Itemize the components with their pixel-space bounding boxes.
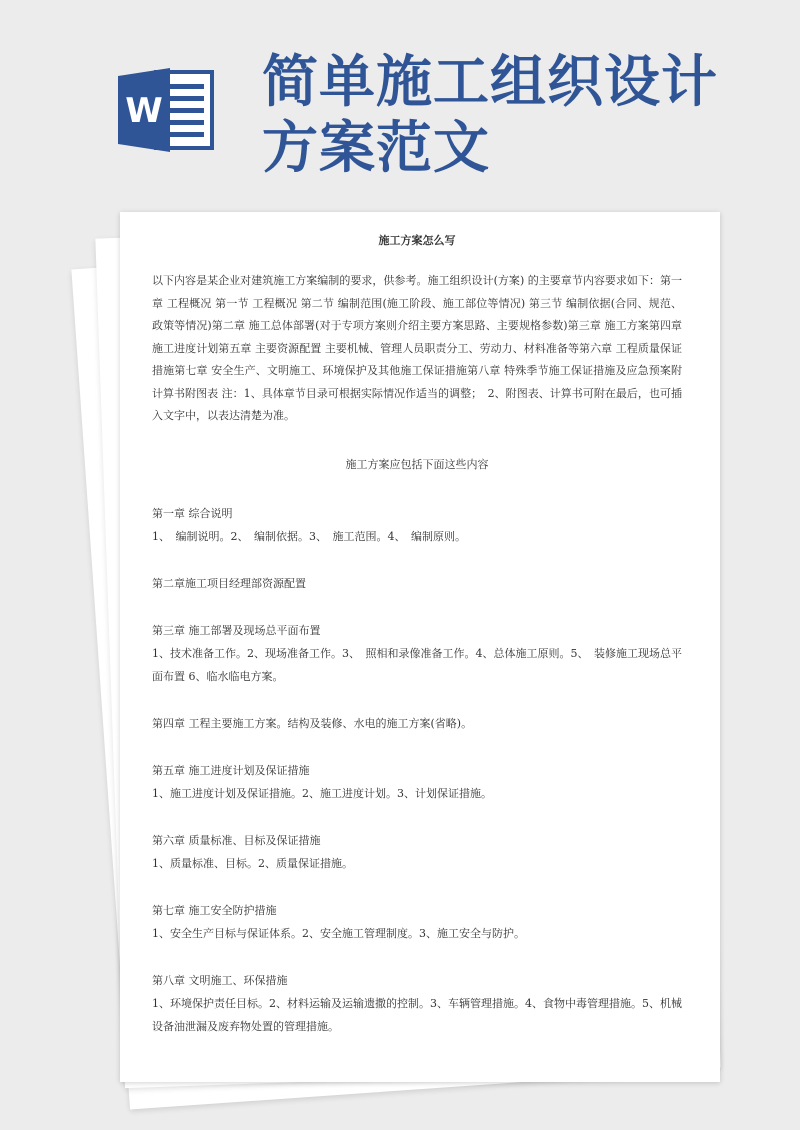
chapter-section	[152, 899, 682, 945]
chapter-heading: 第二章施工项目经理部资源配置	[152, 576, 306, 590]
chapter-items: 1、技术准备工作。2、现场准备工作。3、 照相和录像准备工作。4、总体施工原则。5、 装修施工现场总平面布置 6、临水临电方案。	[152, 646, 682, 683]
document-content	[152, 232, 682, 1038]
chapter-section	[152, 829, 682, 875]
chapter-heading: 第八章 文明施工、环保措施	[152, 973, 288, 987]
chapter-section	[152, 502, 682, 548]
chapter-spacer	[152, 805, 682, 829]
chapter-items: 1、质量标准、目标。2、质量保证措施。	[152, 856, 353, 870]
chapter-heading: 第四章 工程主要施工方案。结构及装修、水电的施工方案(省略)。	[152, 716, 473, 730]
chapter-heading: 第六章 质量标准、目标及保证措施	[152, 833, 321, 847]
chapter-spacer	[152, 688, 682, 712]
chapter-spacer	[152, 548, 682, 572]
chapter-heading: 第七章 施工安全防护措施	[152, 903, 277, 917]
chapter-items: 1、施工进度计划及保证措施。2、施工进度计划。3、计划保证措施。	[152, 786, 492, 800]
chapter-items: 1、安全生产目标与保证体系。2、安全施工管理制度。3、施工安全与防护。	[152, 926, 525, 940]
document-title: 施工方案怎么写	[378, 234, 456, 247]
chapter-section	[152, 619, 682, 688]
document-subtitle: 施工方案应包括下面这些内容	[345, 457, 489, 471]
page-title	[262, 50, 782, 182]
chapter-heading: 第五章 施工进度计划及保证措施	[152, 763, 310, 777]
chapter-spacer	[152, 945, 682, 969]
chapter-section	[152, 969, 682, 1038]
chapter-section	[152, 759, 682, 805]
chapter-heading: 第一章 综合说明	[152, 506, 233, 520]
chapter-spacer	[152, 875, 682, 899]
chapter-list	[152, 502, 682, 1038]
chapter-items: 1、环境保护责任目标。2、材料运输及运输遗撒的控制。3、车辆管理措施。4、食物中毒管理措施。5、机械设备油泄漏及废弃物处置的管理措施。	[152, 996, 682, 1033]
chapter-items: 1、 编制说明。2、 编制依据。3、 施工范围。4、 编制原则。	[152, 529, 466, 543]
chapter-section	[152, 712, 682, 735]
document-intro: 以下内容是某企业对建筑施工方案编制的要求，供参考。施工组织设计(方案) 的主要章节内容要求如下：第一章 工程概况 第一节 工程概况 第二节 编制范围(施工阶段、施工部位等情况) 第三节 编制依据(合同、规范、政策等情况)第二章 施工总体部署(对于专项方案则介绍主要方案思路、主要规格参数)第三章 施工方案第四章 施工进度计划第五章 主要资源配置 主要机械、管理人员职责分工、劳动力、材料准备等第六章 工程质量保证措施第七章 安全生产、文明施工、环境保护及其他施工保证措施第八章 特殊季节施工保证措施及应急预案附计算书附图表 注：1、具体章节目录可根据实际情况作适当的调整； 2、附图表、计算书可附在最后，也可插入文字中，以表达清楚为准。	[152, 274, 682, 422]
chapter-heading: 第三章 施工部署及现场总平面布置	[152, 623, 321, 637]
document-page	[120, 212, 720, 1082]
chapter-spacer	[152, 735, 682, 759]
chapter-spacer	[152, 595, 682, 619]
word-logo-letter: W	[125, 91, 163, 131]
word-document-icon	[118, 66, 214, 154]
chapter-section	[152, 572, 682, 595]
page-title-line2: 方案范文	[262, 116, 490, 181]
page-title-line1: 简单施工组织设计	[262, 50, 718, 115]
